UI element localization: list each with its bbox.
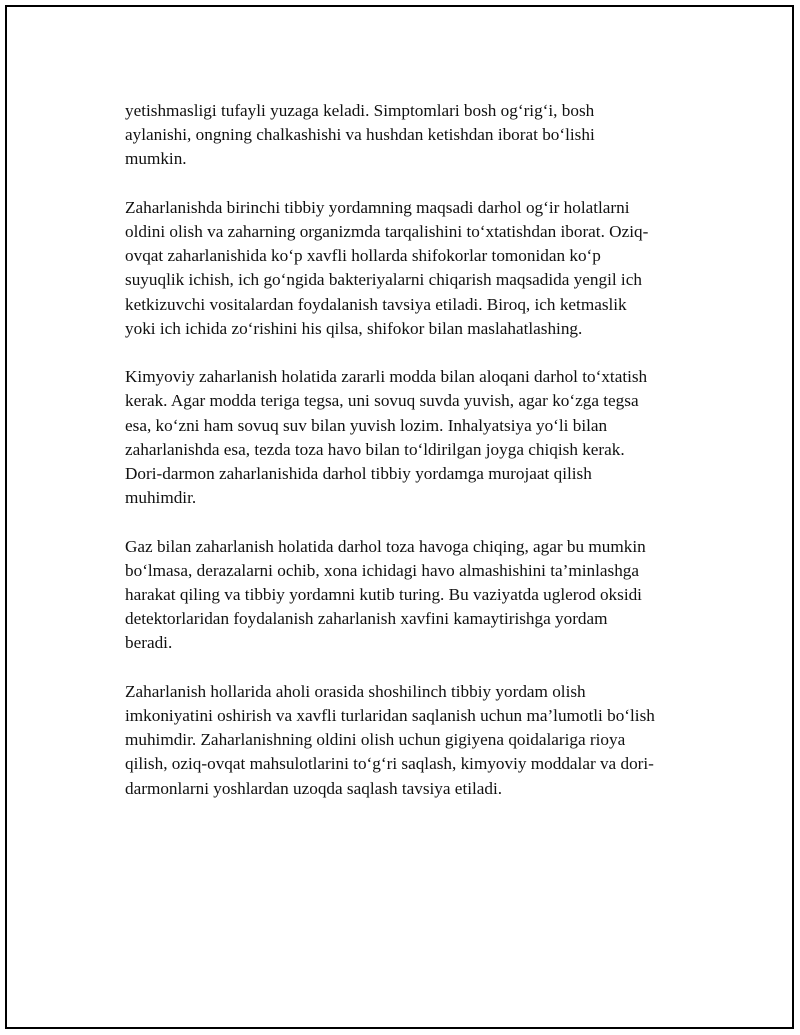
paragraph-4: Gaz bilan zaharlanish holatida darhol toza havoga chiqing, agar bu mumkin bo‘lmasa, derazalarni ochib, xona ichidagi havo almashishini ta’minlashga harakat qiling va tibbiy yordamni kutib turing. Bu vaziyatda uglerod oksidi detektorlaridan foydalanish zaharlanish xavfini kamaytirishga yordam beradi. [125, 536, 646, 653]
paragraph-1: yetishmasligi tufayli yuzaga keladi. Simptomlari bosh og‘rig‘i, bosh aylanishi, ongning chalkashishi va hushdan ketishdan iborat bo‘lishi mumkin. [125, 101, 595, 169]
paragraph-3: Kimyoviy zaharlanish holatida zararli modda bilan aloqani darhol to‘xtatish kerak. Agar modda teriga tegsa, uni sovuq suvda yuvish, agar ko‘zga tegsa esa, ko‘zni ham sovuq suv bilan yuvish lozim. Inhalyatsiya yo‘li bilan zaharlanishda esa, tezda toza havo bilan to‘ldirilgan joyga chiqish kerak. Dori-darmon zaharlanishida darhol tibbiy yordamga murojaat qilish muhimdir. [125, 367, 648, 508]
paragraph-5: Zaharlanish hollarida aholi orasida shoshilinch tibbiy yordam olish imkoniyatini oshirish va xavfli turlaridan saqlanish uchun ma’lumotli bo‘lish muhimdir. Zaharlanishning oldini olish uchun gigiyena qoidalariga rioya qilish, oziq-ovqat mahsulotlarini to‘g‘ri saqlash, kimyoviy moddalar va dori- darmonlarni yoshlardan uzoqda saqlash tavsiya etiladi. [125, 681, 655, 798]
page-frame [5, 5, 794, 1029]
document-body [125, 99, 691, 801]
paragraph-2: Zaharlanishda birinchi tibbiy yordamning maqsadi darhol og‘ir holatlarni oldini olish va zaharning organizmda tarqalishini to‘xtatishdan iborat. Oziq- ovqat zaharlanishida ko‘p xavfli hollarda shifokorlar tomonidan ko‘p suyuqlik ichish, ich go‘ngida bakteriyalarni chiqarish maqsadida yengil ich ketkizuvchi vositalardan foydalanish tavsiya etiladi. Biroq, ich ketmaslik yoki ich ichida zo‘rishini his qilsa, shifokor bilan maslahatlashing. [125, 197, 649, 338]
